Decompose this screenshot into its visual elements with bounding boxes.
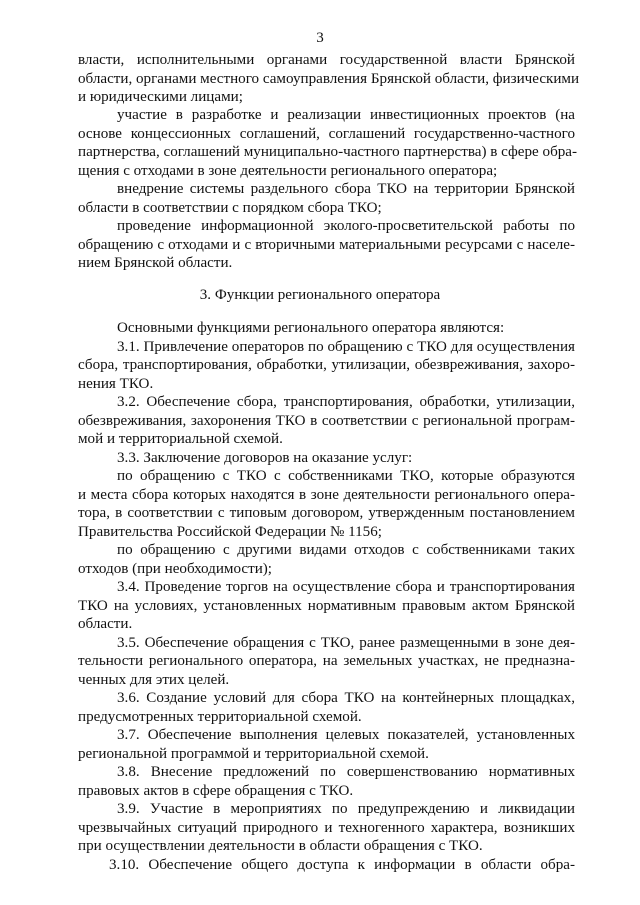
text-line: по обращению с другими видами отходов с собственниками таких (117, 542, 575, 558)
text-line: области. (78, 616, 133, 632)
text-line: ченных для этих целей. (78, 672, 230, 688)
text-line: 3.1. Привлечение операторов по обращению с ТКО для осуществления (117, 339, 575, 355)
text-line: правовых актов в сфере обращения с ТКО. (78, 783, 354, 799)
text-line: участие в разработке и реализации инвестиционных проектов (на (117, 107, 575, 123)
text-line: области в соответствии с порядком сбора ТКО; (78, 200, 382, 216)
text-line: обращению с отходами и с вторичными материальными ресурсами с населе- (78, 237, 575, 253)
text-line: тора, в соответствии с типовым договором, утвержденным постановлением (78, 505, 575, 521)
text-line: Правительства Российской Федерации № 1156; (78, 524, 382, 540)
text-line: власти, исполнительными органами государственной власти Брянской (78, 52, 575, 68)
text-line: сбора, транспортирования, обработки, утилизации, обезвреживания, захоро- (78, 357, 575, 373)
text-line: ТКО на условиях, установленных нормативным правовым актом Брянской (78, 598, 575, 614)
text-line: чрезвычайных ситуаций природного и техногенного характера, возникших (78, 820, 575, 836)
text-line: 3.10. Обеспечение общего доступа к информации в области обра- (109, 857, 575, 873)
text-line: 3.2. Обеспечение сбора, транспортирования, обработки, утилизации, (117, 394, 575, 410)
text-line: проведение информационной эколого-просветительской работы по (117, 218, 575, 234)
section-heading: 3. Функции регионального оператора (199, 287, 441, 303)
text-line: мой и территориальной схемой. (78, 431, 283, 447)
functions-intro: Основными функциями регионального оператора являются: (117, 320, 505, 336)
text-line: по обращению с ТКО с собственниками ТКО, которые образуются (117, 468, 575, 484)
text-line: 3.6. Создание условий для сбора ТКО на контейнерных площадках, (117, 690, 575, 706)
text-line: 3.8. Внесение предложений по совершенствованию нормативных (117, 764, 575, 780)
text-line: партнерства, соглашений муниципально-частного партнерства) в сфере обра- (78, 144, 578, 160)
text-line: и юридическими лицами; (78, 89, 243, 105)
text-line: основе концессионных соглашений, соглашений государственно-частного (78, 126, 575, 142)
text-line: обезвреживания, захоронения ТКО в соответствии с региональной програм- (78, 413, 575, 429)
text-line: при осуществлении деятельности в области обращения с ТКО. (78, 838, 483, 854)
text-line: 3.5. Обеспечение обращения с ТКО, ранее размещенными в зоне дея- (117, 635, 575, 651)
text-line: области, органами местного самоуправления Брянской области, физическими (78, 71, 580, 87)
text-line: отходов (при необходимости); (78, 561, 272, 577)
text-line: нием Брянской области. (78, 255, 233, 271)
page-number: 3 (316, 30, 324, 46)
item-3-3: 3.3. Заключение договоров на оказание услуг: (117, 450, 413, 466)
text-line: региональной программой и территориальной схемой. (78, 746, 429, 762)
text-line: 3.9. Участие в мероприятиях по предупреждению и ликвидации (117, 801, 575, 817)
text-line: 3.4. Проведение торгов на осуществление сбора и транспортирования (117, 579, 575, 595)
text-line: и места сбора которых находятся в зоне деятельности регионального опера- (78, 487, 575, 503)
text-line: предусмотренных территориальной схемой. (78, 709, 362, 725)
text-line: щения с отходами в зоне деятельности регионального оператора; (78, 163, 498, 179)
text-line: нения ТКО. (78, 376, 154, 392)
text-line: 3.7. Обеспечение выполнения целевых показателей, установленных (117, 727, 575, 743)
text-line: внедрение системы раздельного сбора ТКО на территории Брянской (117, 181, 575, 197)
text-line: тельности регионального оператора, на земельных участках, не предназна- (78, 653, 575, 669)
